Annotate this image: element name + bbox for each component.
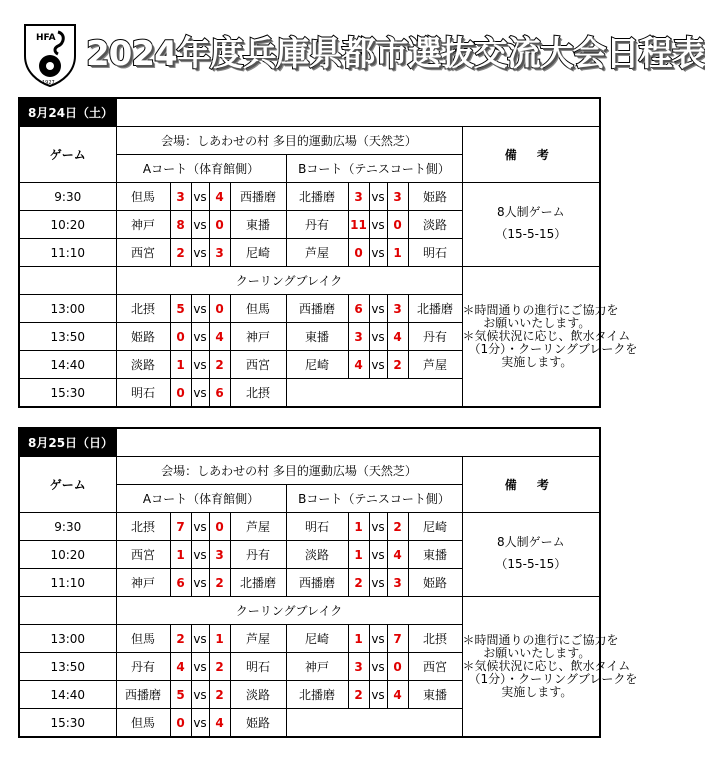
court-b-away-score: 7 <box>387 625 408 653</box>
court-a-home-team: 姫路 <box>116 323 170 351</box>
court-a-home-team: 但馬 <box>116 709 170 738</box>
court-a-away-score: 2 <box>209 351 230 379</box>
court-b-away-team: 明石 <box>408 239 462 267</box>
court-b-home-team: 神戸 <box>286 653 348 681</box>
court-b-home-score: 2 <box>348 681 369 709</box>
court-b-home-score: 1 <box>348 541 369 569</box>
match-time: 13:50 <box>19 323 116 351</box>
court-b-away-score: 4 <box>387 323 408 351</box>
court-a-vs: vs <box>191 239 209 267</box>
court-b-header: Bコート（テニスコート側） <box>286 485 462 513</box>
court-b-vs: vs <box>369 513 387 541</box>
cooling-row-time-blank <box>19 597 116 625</box>
court-a-home-team: 神戸 <box>116 211 170 239</box>
court-b-away-team: 北播磨 <box>408 295 462 323</box>
court-b-away-team: 東播 <box>408 541 462 569</box>
court-b-vs: vs <box>369 211 387 239</box>
court-b-away-score: 0 <box>387 653 408 681</box>
remarks-format-line: 8人制ゲーム <box>496 534 565 549</box>
court-b-home-team: 西播磨 <box>286 295 348 323</box>
court-a-away-team: 東播 <box>230 211 286 239</box>
court-a-away-team: 神戸 <box>230 323 286 351</box>
court-a-home-score: 6 <box>170 569 191 597</box>
cooling-break-label: クーリングブレイク <box>116 267 462 295</box>
court-a-vs: vs <box>191 351 209 379</box>
remarks-note-line: ＊時間通りの進行にご協力を <box>462 633 619 647</box>
court-a-away-score: 2 <box>209 681 230 709</box>
court-b-home-score: 0 <box>348 239 369 267</box>
court-a-home-score: 4 <box>170 653 191 681</box>
court-b-away-score: 3 <box>387 569 408 597</box>
court-b-home-score: 6 <box>348 295 369 323</box>
court-b-away-score: 4 <box>387 681 408 709</box>
court-b-home-team: 明石 <box>286 513 348 541</box>
court-a-home-score: 7 <box>170 513 191 541</box>
court-a-home-score: 0 <box>170 709 191 738</box>
remarks-note-line: ＊気候状況に応じ、飲水タイム <box>462 329 631 343</box>
court-a-vs: vs <box>191 379 209 408</box>
court-a-away-team: 芦屋 <box>230 625 286 653</box>
court-b-empty <box>286 709 462 738</box>
court-b-home-score: 1 <box>348 625 369 653</box>
court-a-away-score: 4 <box>209 323 230 351</box>
court-a-home-team: 北摂 <box>116 295 170 323</box>
court-a-away-team: 西宮 <box>230 351 286 379</box>
court-b-header: Bコート（テニスコート側） <box>286 155 462 183</box>
court-b-vs: vs <box>369 351 387 379</box>
remarks-notes <box>462 597 638 738</box>
court-b-away-team: 尼崎 <box>408 513 462 541</box>
match-time: 13:50 <box>19 653 116 681</box>
remarks-note-line: お願いいたします。 <box>471 316 591 330</box>
match-time: 10:20 <box>19 541 116 569</box>
remarks-note-line: （1分）・クーリングブレークを <box>462 672 638 686</box>
court-a-vs: vs <box>191 541 209 569</box>
hfa-logo <box>22 22 78 88</box>
remarks-format-line: （15-5-15） <box>495 556 567 571</box>
court-a-home-score: 0 <box>170 379 191 408</box>
remarks-format-line: （15-5-15） <box>495 226 567 241</box>
court-a-vs: vs <box>191 183 209 211</box>
court-b-home-team: 北播磨 <box>286 681 348 709</box>
match-row <box>19 183 600 211</box>
court-a-home-team: 明石 <box>116 379 170 408</box>
court-a-away-team: 明石 <box>230 653 286 681</box>
court-a-away-score: 6 <box>209 379 230 408</box>
court-a-away-score: 1 <box>209 625 230 653</box>
court-a-vs: vs <box>191 569 209 597</box>
court-b-home-team: 西播磨 <box>286 569 348 597</box>
court-a-home-score: 2 <box>170 625 191 653</box>
remarks-notes <box>462 267 638 408</box>
court-b-vs: vs <box>369 295 387 323</box>
court-b-away-team: 丹有 <box>408 323 462 351</box>
court-a-away-team: 姫路 <box>230 709 286 738</box>
remarks-header: 備 考 <box>462 457 600 513</box>
court-b-away-team: 西宮 <box>408 653 462 681</box>
court-b-away-team: 姫路 <box>408 183 462 211</box>
remarks-format <box>462 183 600 267</box>
court-a-away-team: 尼崎 <box>230 239 286 267</box>
match-time: 15:30 <box>19 709 116 738</box>
court-a-home-team: 淡路 <box>116 351 170 379</box>
match-time: 10:20 <box>19 211 116 239</box>
court-a-home-team: 西宮 <box>116 541 170 569</box>
court-b-home-team: 尼崎 <box>286 351 348 379</box>
date-row-blank <box>116 428 600 457</box>
game-header: ゲーム <box>19 127 116 183</box>
court-b-away-score: 2 <box>387 351 408 379</box>
court-b-away-team: 姫路 <box>408 569 462 597</box>
court-b-home-score: 3 <box>348 653 369 681</box>
court-a-home-score: 0 <box>170 323 191 351</box>
schedule-table-day2 <box>18 427 638 738</box>
court-b-vs: vs <box>369 625 387 653</box>
remarks-note-line: 実施します。 <box>489 355 573 369</box>
court-b-home-team: 淡路 <box>286 541 348 569</box>
court-b-home-score: 2 <box>348 569 369 597</box>
court-a-home-score: 5 <box>170 295 191 323</box>
court-a-away-team: 丹有 <box>230 541 286 569</box>
court-a-away-score: 0 <box>209 513 230 541</box>
remarks-format-line: 8人制ゲーム <box>496 204 565 219</box>
court-b-away-score: 2 <box>387 513 408 541</box>
court-a-away-score: 3 <box>209 239 230 267</box>
court-a-home-team: 丹有 <box>116 653 170 681</box>
match-time: 14:40 <box>19 681 116 709</box>
court-a-away-score: 3 <box>209 541 230 569</box>
match-row <box>19 513 600 541</box>
court-b-home-team: 東播 <box>286 323 348 351</box>
match-time: 9:30 <box>19 183 116 211</box>
page-title: 2024年度兵庫県都市選抜交流大会日程表 <box>86 34 705 74</box>
match-time: 13:00 <box>19 295 116 323</box>
cooling-break-label: クーリングブレイク <box>116 597 462 625</box>
remarks-note-line: お願いいたします。 <box>471 646 591 660</box>
court-a-home-score: 1 <box>170 541 191 569</box>
court-a-away-score: 2 <box>209 653 230 681</box>
court-a-home-score: 2 <box>170 239 191 267</box>
court-b-away-score: 3 <box>387 295 408 323</box>
court-b-home-score: 3 <box>348 323 369 351</box>
court-b-home-team: 尼崎 <box>286 625 348 653</box>
court-b-vs: vs <box>369 239 387 267</box>
court-a-vs: vs <box>191 323 209 351</box>
svg-text:1927: 1927 <box>42 80 55 86</box>
court-b-home-score: 4 <box>348 351 369 379</box>
court-a-vs: vs <box>191 513 209 541</box>
match-time: 14:40 <box>19 351 116 379</box>
remarks-note-line: ＊気候状況に応じ、飲水タイム <box>462 659 631 673</box>
court-b-vs: vs <box>369 653 387 681</box>
match-time: 9:30 <box>19 513 116 541</box>
court-b-home-score: 11 <box>348 211 369 239</box>
court-b-away-score: 1 <box>387 239 408 267</box>
court-b-vs: vs <box>369 323 387 351</box>
court-b-empty <box>286 379 462 408</box>
court-a-away-score: 4 <box>209 183 230 211</box>
court-a-home-team: 北摂 <box>116 513 170 541</box>
date-label: 8月24日（土） <box>19 98 116 127</box>
court-a-home-score: 1 <box>170 351 191 379</box>
court-a-away-team: 北摂 <box>230 379 286 408</box>
court-a-away-score: 0 <box>209 295 230 323</box>
court-a-vs: vs <box>191 295 209 323</box>
remarks-note-line: ＊時間通りの進行にご協力を <box>462 303 619 317</box>
svg-text:HFA: HFA <box>36 33 56 43</box>
court-a-away-score: 4 <box>209 709 230 738</box>
remarks-format <box>462 513 600 597</box>
court-a-away-team: 西播磨 <box>230 183 286 211</box>
court-b-vs: vs <box>369 681 387 709</box>
court-b-away-team: 淡路 <box>408 211 462 239</box>
court-a-away-team: 但馬 <box>230 295 286 323</box>
court-a-home-team: 西宮 <box>116 239 170 267</box>
court-a-vs: vs <box>191 625 209 653</box>
game-header: ゲーム <box>19 457 116 513</box>
court-b-home-score: 1 <box>348 513 369 541</box>
court-a-away-score: 0 <box>209 211 230 239</box>
venue-label: 会場：しあわせの村 多目的運動広場（天然芝） <box>116 127 462 155</box>
court-a-vs: vs <box>191 681 209 709</box>
court-b-vs: vs <box>369 541 387 569</box>
court-b-home-team: 北播磨 <box>286 183 348 211</box>
court-a-vs: vs <box>191 653 209 681</box>
court-b-away-team: 東播 <box>408 681 462 709</box>
court-a-home-team: 西播磨 <box>116 681 170 709</box>
match-time: 11:10 <box>19 569 116 597</box>
court-b-away-score: 4 <box>387 541 408 569</box>
match-time: 13:00 <box>19 625 116 653</box>
court-b-vs: vs <box>369 569 387 597</box>
court-a-home-score: 8 <box>170 211 191 239</box>
court-b-away-team: 北摂 <box>408 625 462 653</box>
court-b-away-score: 3 <box>387 183 408 211</box>
court-a-away-team: 淡路 <box>230 681 286 709</box>
court-a-away-team: 北播磨 <box>230 569 286 597</box>
court-a-home-score: 5 <box>170 681 191 709</box>
court-b-away-score: 0 <box>387 211 408 239</box>
court-a-home-team: 但馬 <box>116 625 170 653</box>
court-b-vs: vs <box>369 183 387 211</box>
match-time: 11:10 <box>19 239 116 267</box>
court-a-vs: vs <box>191 709 209 738</box>
court-a-away-team: 芦屋 <box>230 513 286 541</box>
court-a-header: Aコート（体育館側） <box>116 485 286 513</box>
remarks-note-line: （1分）・クーリングブレークを <box>462 342 638 356</box>
remarks-header: 備 考 <box>462 127 600 183</box>
court-b-home-team: 芦屋 <box>286 239 348 267</box>
court-a-vs: vs <box>191 211 209 239</box>
court-b-away-team: 芦屋 <box>408 351 462 379</box>
date-row-blank <box>116 98 600 127</box>
court-a-home-team: 但馬 <box>116 183 170 211</box>
cooling-row-time-blank <box>19 267 116 295</box>
court-b-home-score: 3 <box>348 183 369 211</box>
schedule-table-day1 <box>18 97 638 408</box>
court-a-home-score: 3 <box>170 183 191 211</box>
court-a-home-team: 神戸 <box>116 569 170 597</box>
court-a-header: Aコート（体育館側） <box>116 155 286 183</box>
match-time: 15:30 <box>19 379 116 408</box>
court-a-away-score: 2 <box>209 569 230 597</box>
court-b-home-team: 丹有 <box>286 211 348 239</box>
remarks-note-line: 実施します。 <box>489 685 573 699</box>
date-label: 8月25日（日） <box>19 428 116 457</box>
venue-label: 会場：しあわせの村 多目的運動広場（天然芝） <box>116 457 462 485</box>
